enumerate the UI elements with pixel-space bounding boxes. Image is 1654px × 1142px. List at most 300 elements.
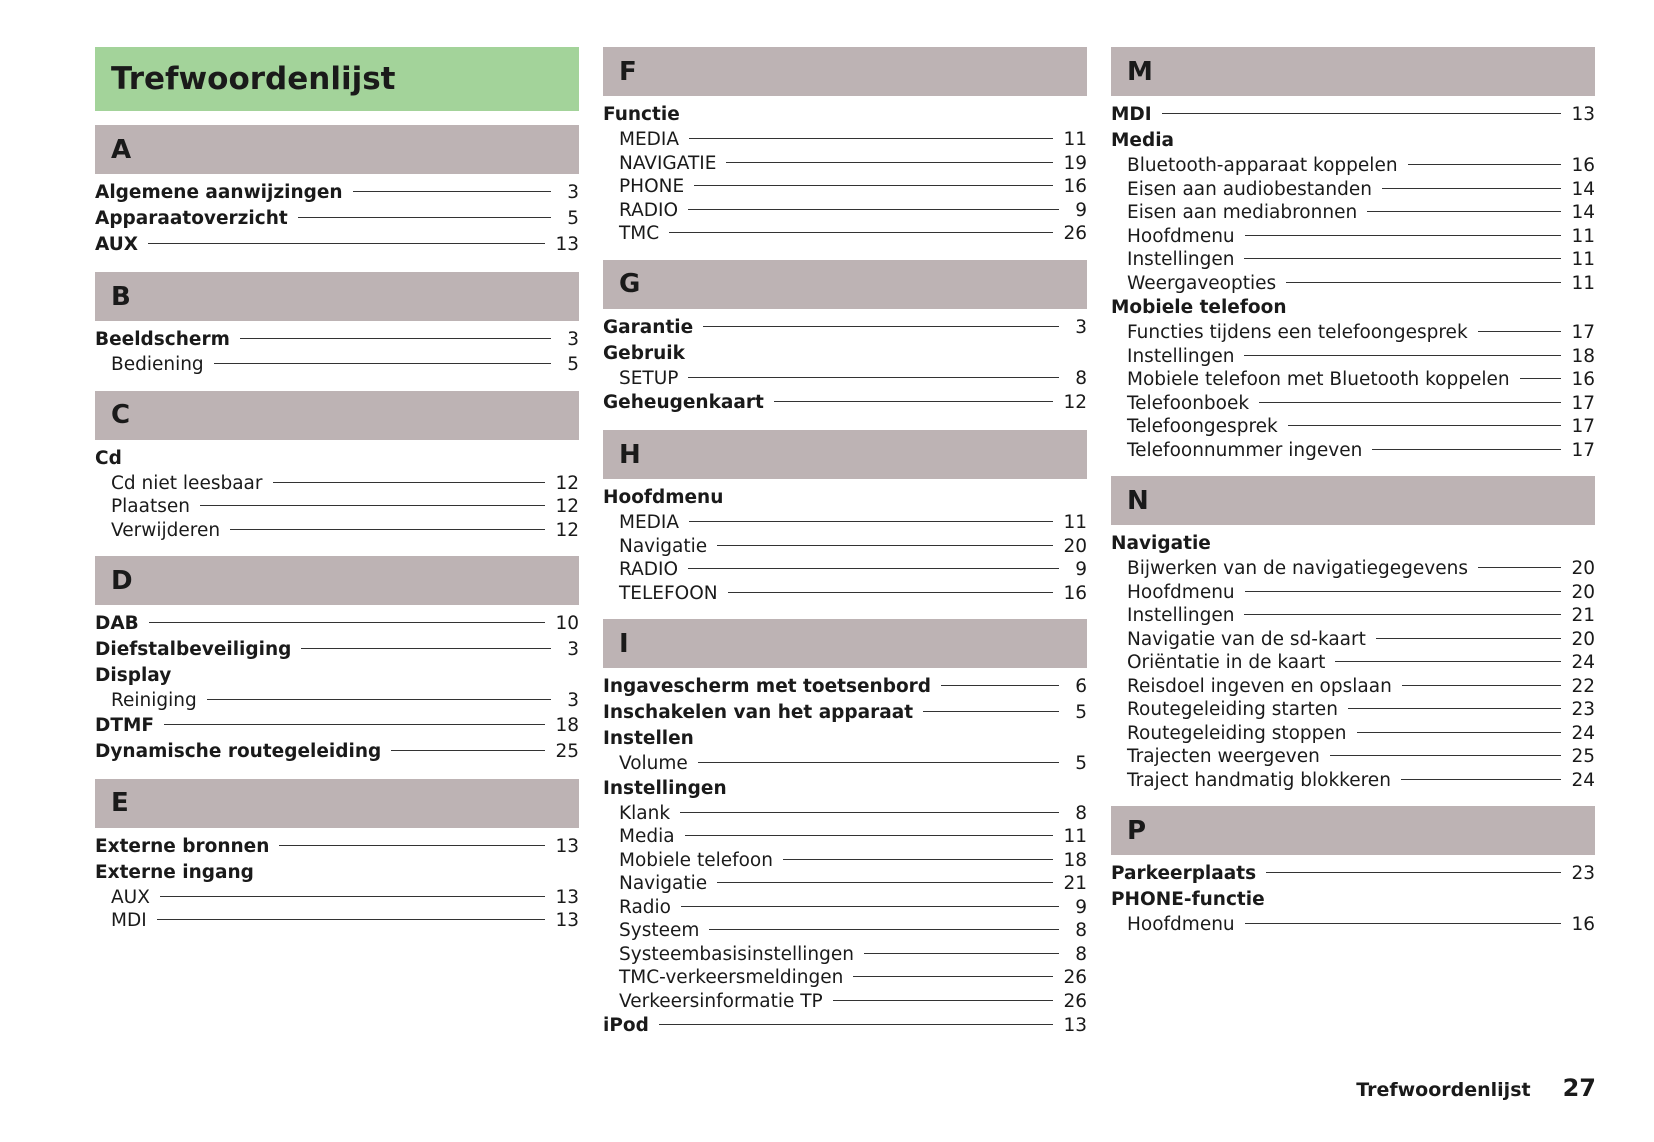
index-entry <box>95 834 579 860</box>
entry-page-number: 24 <box>1571 722 1595 744</box>
dot-leader <box>160 896 546 897</box>
entry-label: Garantie <box>603 316 694 338</box>
dot-leader <box>1244 355 1561 356</box>
index-entry <box>603 1013 1087 1039</box>
index-heading: Mobiele telefoon <box>1111 297 1287 318</box>
entry-label: Verkeersinformatie TP <box>619 990 823 1012</box>
dot-leader <box>698 762 1059 763</box>
entry-page-number: 21 <box>1571 605 1595 626</box>
entry-page-number: 17 <box>1571 322 1595 343</box>
index-subentry <box>603 825 1087 849</box>
dot-leader <box>1478 331 1562 332</box>
index-subentry <box>603 511 1087 535</box>
dot-leader <box>207 699 551 700</box>
entry-label: Instellingen <box>1127 249 1235 270</box>
dot-leader <box>1382 188 1562 189</box>
index-subentry <box>603 367 1087 391</box>
entry-page-number: 12 <box>555 519 579 541</box>
index-subentry <box>603 222 1087 246</box>
dot-leader <box>1286 282 1561 283</box>
entry-label: Reiniging <box>111 690 197 711</box>
index-subentry <box>1111 201 1595 225</box>
entry-label: Inschakelen van het apparaat <box>603 702 914 723</box>
section-letter-header: B <box>95 272 579 321</box>
index-entry <box>1111 102 1595 128</box>
dot-leader <box>688 209 1059 210</box>
entry-label: Verwijderen <box>111 519 221 541</box>
index-subentry <box>1111 248 1595 272</box>
dot-leader <box>149 622 546 623</box>
entry-label: Apparaatoverzicht <box>95 208 288 229</box>
entry-label: Bijwerken van de navigatiegegevens <box>1127 558 1468 579</box>
entry-label: Bediening <box>111 354 204 375</box>
footer-title: Trefwoordenlijst <box>1356 1079 1531 1101</box>
index-subentry <box>1111 154 1595 178</box>
index-entry <box>603 390 1087 416</box>
entry-label: Algemene aanwijzingen <box>95 182 343 203</box>
entry-label: Hoofdmenu <box>1127 914 1235 935</box>
entry-page-number: 3 <box>1075 316 1087 338</box>
entry-label: iPod <box>603 1015 649 1036</box>
entry-label: Bluetooth-apparaat koppelen <box>1127 155 1398 176</box>
section-letter-header: F <box>603 47 1087 96</box>
dot-leader <box>1244 614 1561 615</box>
entry-label: AUX <box>111 886 150 908</box>
index-subentry <box>95 495 579 519</box>
dot-leader <box>1402 685 1562 686</box>
entry-label: Hoofdmenu <box>1127 581 1235 603</box>
dot-leader <box>728 592 1054 593</box>
index-section-d <box>95 556 579 765</box>
entry-page-number: 16 <box>1571 914 1595 935</box>
dot-leader <box>709 929 1059 930</box>
entry-page-number: 9 <box>1075 559 1087 580</box>
index-heading: Navigatie <box>1111 533 1211 554</box>
entry-page-number: 10 <box>555 613 579 634</box>
dot-leader <box>353 191 551 192</box>
dot-leader <box>273 482 546 483</box>
dot-leader <box>1335 661 1561 662</box>
dot-leader <box>717 545 1053 546</box>
section-letter-header: A <box>95 125 579 174</box>
page-title: Trefwoordenlijst <box>111 61 396 97</box>
dot-leader <box>1259 402 1561 403</box>
dot-leader <box>164 724 545 725</box>
index-section-f <box>603 47 1087 246</box>
index-heading: Gebruik <box>603 342 685 364</box>
entry-label: Routegeleiding stoppen <box>1127 722 1347 744</box>
index-subentry <box>1111 439 1595 463</box>
index-subentry <box>603 752 1087 776</box>
dot-leader <box>230 529 545 530</box>
entry-label: TMC <box>619 223 660 244</box>
section-letter-header: H <box>603 430 1087 479</box>
entry-page-number: 23 <box>1571 699 1595 720</box>
index-section-g <box>603 260 1087 417</box>
index-subentry <box>1111 651 1595 675</box>
index-subentry <box>95 353 579 377</box>
dot-leader <box>1288 425 1562 426</box>
entry-page-number: 16 <box>1063 582 1087 604</box>
entry-label: Telefoonnummer ingeven <box>1127 439 1363 461</box>
index-column-1 <box>95 47 579 947</box>
entry-page-number: 6 <box>1075 676 1087 697</box>
entry-page-number: 14 <box>1571 202 1595 223</box>
section-letter-header: E <box>95 779 579 828</box>
entry-label: Radio <box>619 896 671 918</box>
index-section-c <box>95 391 579 543</box>
entry-page-number: 21 <box>1063 873 1087 894</box>
entry-label: Systeembasisinstellingen <box>619 943 854 965</box>
index-subentry <box>1111 225 1595 249</box>
dot-leader <box>689 521 1053 522</box>
entry-label: Weergaveopties <box>1127 272 1277 294</box>
entry-label: MDI <box>111 910 147 931</box>
entry-label: MEDIA <box>619 129 680 150</box>
index-column-3 <box>1111 47 1595 951</box>
entry-page-number: 14 <box>1571 178 1595 200</box>
entry-page-number: 3 <box>567 182 579 203</box>
index-entry <box>95 637 579 663</box>
dot-leader <box>833 1000 1054 1001</box>
index-subentry <box>95 472 579 496</box>
dot-leader <box>1348 708 1562 709</box>
index-entry <box>603 315 1087 341</box>
entry-page-number: 8 <box>1075 943 1087 965</box>
dot-leader <box>200 505 545 506</box>
dot-leader <box>1401 779 1562 780</box>
dot-leader <box>148 243 545 244</box>
entry-page-number: 11 <box>1063 826 1087 847</box>
dot-leader <box>1376 638 1562 639</box>
index-subentry <box>603 966 1087 990</box>
entry-page-number: 18 <box>1571 345 1595 367</box>
dot-leader <box>1357 732 1562 733</box>
entry-page-number: 17 <box>1571 392 1595 414</box>
dot-leader <box>391 750 545 751</box>
entry-label: SETUP <box>619 367 679 389</box>
entry-page-number: 18 <box>1063 849 1087 871</box>
index-subentry <box>1111 345 1595 369</box>
entry-page-number: 12 <box>555 472 579 494</box>
entry-label: TELEFOON <box>619 582 718 604</box>
entry-page-number: 20 <box>1571 581 1595 603</box>
dot-leader <box>694 185 1053 186</box>
dot-leader <box>941 685 1059 686</box>
entry-label: PHONE <box>619 176 685 197</box>
entry-label: Navigatie van de sd-kaart <box>1127 628 1366 650</box>
entry-page-number: 9 <box>1075 896 1087 918</box>
entry-page-number: 11 <box>1063 512 1087 533</box>
entry-page-number: 25 <box>1571 746 1595 767</box>
index-subentry <box>603 896 1087 920</box>
entry-label: Cd niet leesbaar <box>111 472 263 494</box>
dot-leader <box>864 953 1059 954</box>
index-heading: Functie <box>603 104 680 125</box>
entry-label: Instellingen <box>1127 605 1235 626</box>
entry-page-number: 18 <box>555 714 579 736</box>
index-subentry <box>1111 628 1595 652</box>
dot-leader <box>298 217 551 218</box>
index-entry <box>95 180 579 206</box>
index-entry <box>603 674 1087 700</box>
entry-page-number: 16 <box>1063 176 1087 197</box>
index-subentry <box>603 849 1087 873</box>
index-heading: Hoofdmenu <box>603 487 724 508</box>
index-subentry <box>1111 581 1595 605</box>
index-subentry <box>1111 272 1595 296</box>
section-letter-header: I <box>603 619 1087 668</box>
index-subentry <box>95 909 579 933</box>
index-section-e <box>95 779 579 933</box>
dot-leader <box>669 232 1053 233</box>
entry-page-number: 11 <box>1571 225 1595 247</box>
entry-label: Externe bronnen <box>95 835 270 857</box>
index-section-b <box>95 272 579 377</box>
entry-page-number: 16 <box>1571 155 1595 176</box>
entry-label: RADIO <box>619 199 679 221</box>
dot-leader <box>783 859 1053 860</box>
entry-label: Traject handmatig blokkeren <box>1127 769 1391 791</box>
entry-label: NAVIGATIE <box>619 152 717 174</box>
dot-leader <box>689 138 1053 139</box>
index-subentry <box>603 128 1087 152</box>
index-subentry <box>603 990 1087 1014</box>
entry-page-number: 13 <box>555 886 579 908</box>
entry-label: Beeldscherm <box>95 329 230 350</box>
entry-page-number: 3 <box>567 690 579 711</box>
index-subentry <box>1111 178 1595 202</box>
dot-leader <box>1245 923 1562 924</box>
entry-page-number: 20 <box>1063 535 1087 557</box>
entry-page-number: 13 <box>1571 104 1595 125</box>
index-subentry <box>603 175 1087 199</box>
index-entry <box>603 700 1087 726</box>
dot-leader <box>685 835 1054 836</box>
entry-page-number: 26 <box>1063 967 1087 988</box>
dot-leader <box>688 377 1059 378</box>
index-heading: Instellen <box>603 728 694 749</box>
entry-label: Navigatie <box>619 873 708 894</box>
entry-label: DAB <box>95 613 139 634</box>
dot-leader <box>1330 755 1562 756</box>
index-subentry <box>1111 745 1595 769</box>
dot-leader <box>214 363 551 364</box>
entry-label: Oriëntatie in de kaart <box>1127 652 1326 673</box>
entry-label: Systeem <box>619 920 700 941</box>
dot-leader <box>853 976 1053 977</box>
entry-label: TMC-verkeersmeldingen <box>619 967 844 988</box>
dot-leader <box>157 919 546 920</box>
entry-page-number: 23 <box>1571 863 1595 884</box>
section-letter-header: G <box>603 260 1087 309</box>
entry-label: Mobiele telefoon met Bluetooth koppelen <box>1127 369 1510 390</box>
entry-page-number: 17 <box>1571 439 1595 461</box>
entry-page-number: 26 <box>1063 223 1087 244</box>
entry-page-number: 20 <box>1571 628 1595 650</box>
entry-page-number: 17 <box>1571 416 1595 437</box>
entry-page-number: 25 <box>555 740 579 762</box>
entry-label: MEDIA <box>619 512 680 533</box>
index-section-p <box>1111 806 1595 937</box>
index-heading: Media <box>1111 130 1175 151</box>
index-section-h <box>603 430 1087 605</box>
index-subentry <box>1111 913 1595 937</box>
entry-page-number: 11 <box>1063 129 1087 150</box>
entry-page-number: 13 <box>555 910 579 931</box>
entry-page-number: 12 <box>1063 392 1087 413</box>
entry-page-number: 11 <box>1571 249 1595 270</box>
dot-leader <box>659 1024 1054 1025</box>
entry-label: Routegeleiding starten <box>1127 699 1338 720</box>
page-title-banner <box>95 47 579 111</box>
dot-leader <box>1520 378 1562 379</box>
index-section-a <box>95 125 579 258</box>
entry-label: DTMF <box>95 714 155 736</box>
index-subentry <box>603 558 1087 582</box>
index-subentry <box>603 582 1087 606</box>
entry-label: Mobiele telefoon <box>619 849 773 871</box>
dot-leader <box>703 326 1059 327</box>
dot-leader <box>726 162 1053 163</box>
entry-page-number: 13 <box>555 234 579 255</box>
entry-page-number: 3 <box>567 329 579 350</box>
section-letter-header: N <box>1111 476 1595 525</box>
entry-label: Parkeerplaats <box>1111 863 1257 884</box>
entry-page-number: 22 <box>1571 675 1595 697</box>
dot-leader <box>774 401 1054 402</box>
index-entry <box>95 232 579 258</box>
index-subentry <box>1111 321 1595 345</box>
index-subentry <box>603 199 1087 223</box>
index-subentry <box>1111 415 1595 439</box>
dot-leader <box>923 711 1059 712</box>
entry-page-number: 5 <box>567 354 579 375</box>
entry-label: Klank <box>619 802 671 824</box>
entry-label: Instellingen <box>1127 345 1235 367</box>
entry-page-number: 12 <box>555 496 579 517</box>
entry-page-number: 8 <box>1075 802 1087 824</box>
entry-page-number: 8 <box>1075 920 1087 941</box>
dot-leader <box>1367 211 1561 212</box>
index-section-m <box>1111 47 1595 462</box>
index-subentry <box>95 886 579 910</box>
index-entry <box>95 611 579 637</box>
dot-leader <box>1372 449 1561 450</box>
entry-page-number: 8 <box>1075 367 1087 389</box>
dot-leader <box>1162 113 1562 114</box>
index-entry <box>1111 861 1595 887</box>
index-subentry <box>603 802 1087 826</box>
entry-page-number: 24 <box>1571 652 1595 673</box>
dot-leader <box>1266 872 1561 873</box>
index-entry <box>95 327 579 353</box>
entry-label: Volume <box>619 753 688 774</box>
entry-label: RADIO <box>619 559 679 580</box>
dot-leader <box>240 338 551 339</box>
index-heading: PHONE-functie <box>1111 889 1265 910</box>
entry-label: Geheugenkaart <box>603 392 764 413</box>
index-subentry <box>1111 392 1595 416</box>
index-entry <box>95 713 579 739</box>
index-entry <box>95 739 579 765</box>
entry-label: MDI <box>1111 104 1152 125</box>
index-subentry <box>1111 698 1595 722</box>
dot-leader <box>1478 567 1561 568</box>
entry-page-number: 3 <box>567 639 579 660</box>
index-subentry <box>1111 368 1595 392</box>
entry-label: Hoofdmenu <box>1127 225 1235 247</box>
entry-page-number: 16 <box>1571 369 1595 390</box>
index-subentry <box>603 919 1087 943</box>
index-entry <box>95 206 579 232</box>
entry-page-number: 19 <box>1063 152 1087 174</box>
entry-label: Telefoonboek <box>1127 392 1250 414</box>
dot-leader <box>1245 591 1562 592</box>
entry-label: AUX <box>95 234 139 255</box>
index-subentry <box>1111 604 1595 628</box>
index-subentry <box>603 872 1087 896</box>
entry-label: Eisen aan mediabronnen <box>1127 202 1358 223</box>
dot-leader <box>1408 164 1562 165</box>
entry-label: Dynamische routegeleiding <box>95 740 382 762</box>
dot-leader <box>717 882 1053 883</box>
entry-label: Eisen aan audiobestanden <box>1127 178 1372 200</box>
page-footer <box>1356 1074 1596 1102</box>
dot-leader <box>681 906 1059 907</box>
section-letter-header: C <box>95 391 579 440</box>
index-subentry <box>603 152 1087 176</box>
index-heading: Externe ingang <box>95 861 254 883</box>
entry-page-number: 5 <box>1075 702 1087 723</box>
dot-leader <box>301 648 551 649</box>
index-subentry <box>603 535 1087 559</box>
dot-leader <box>680 812 1059 813</box>
entry-page-number: 24 <box>1571 769 1595 791</box>
entry-page-number: 13 <box>555 835 579 857</box>
entry-label: Plaatsen <box>111 496 190 517</box>
index-section-i <box>603 619 1087 1039</box>
entry-label: Media <box>619 826 675 847</box>
page-number: 27 <box>1562 1074 1596 1102</box>
dot-leader <box>688 568 1059 569</box>
section-letter-header: M <box>1111 47 1595 96</box>
index-heading: Cd <box>95 447 122 469</box>
dot-leader <box>279 845 545 846</box>
section-letter-header: D <box>95 556 579 605</box>
index-subentry <box>1111 722 1595 746</box>
entry-label: Navigatie <box>619 535 708 557</box>
entry-page-number: 5 <box>567 208 579 229</box>
entry-page-number: 26 <box>1063 990 1087 1012</box>
index-subentry <box>95 689 579 713</box>
entry-label: Functies tijdens een telefoongesprek <box>1127 322 1468 343</box>
index-subentry <box>1111 675 1595 699</box>
section-letter-header: P <box>1111 806 1595 855</box>
entry-label: Diefstalbeveiliging <box>95 639 292 660</box>
dot-leader <box>1244 258 1561 259</box>
index-subentry <box>1111 769 1595 793</box>
index-subentry <box>95 519 579 543</box>
entry-page-number: 11 <box>1571 272 1595 294</box>
entry-label: Trajecten weergeven <box>1127 746 1320 767</box>
entry-page-number: 9 <box>1075 199 1087 221</box>
index-heading: Display <box>95 665 172 686</box>
index-section-n <box>1111 476 1595 792</box>
entry-page-number: 13 <box>1063 1015 1087 1036</box>
dot-leader <box>1245 235 1562 236</box>
index-column-2 <box>603 47 1087 1053</box>
